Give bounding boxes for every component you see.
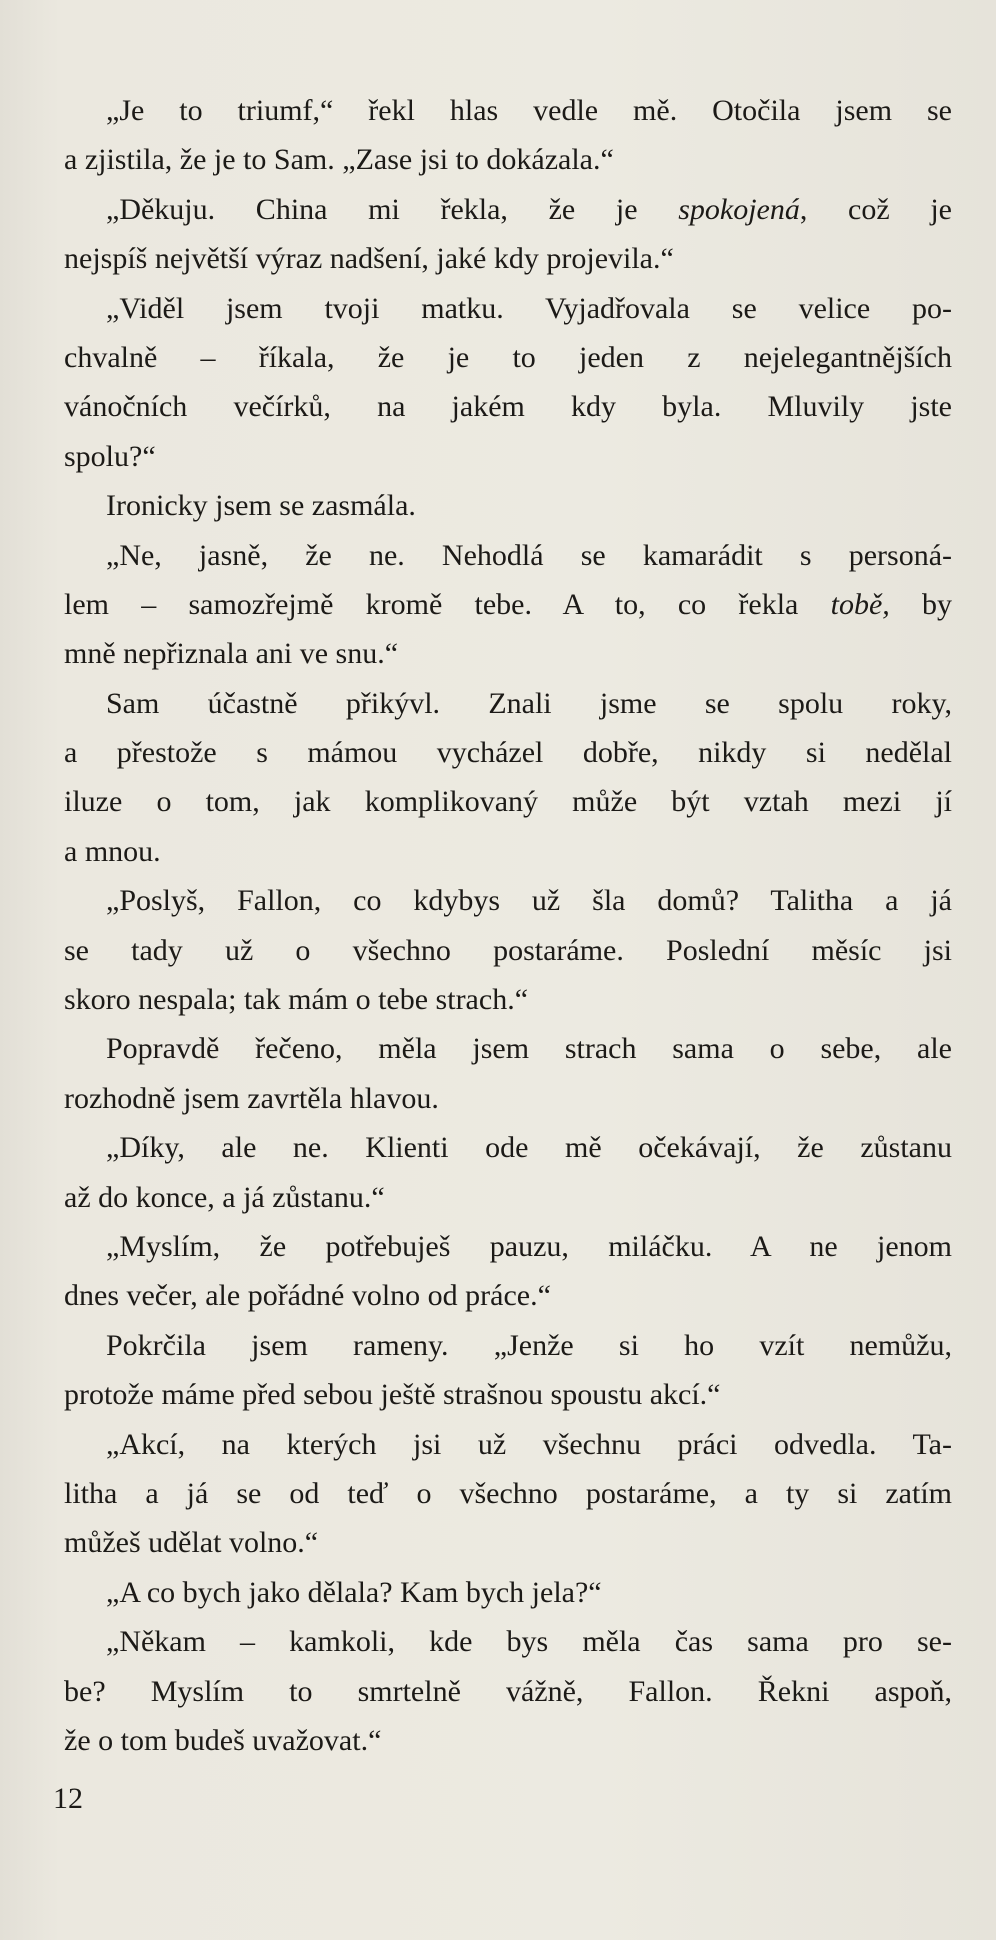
text-line: „Ne, jasně, že ne. Nehodlá se kamarádit s personá- [106, 538, 952, 572]
text-line: a přestože s mámou vycházel dobře, nikdy si nedělal [64, 736, 952, 770]
text-line: „Děkuju. China mi řekla, že je spokojená, což je [106, 192, 952, 226]
text-line: že o tom budeš uvažovat.“ [64, 1723, 382, 1757]
emphasis: spokojená [678, 192, 800, 226]
text-line: be? Myslím to smrtelně vážně, Fallon. Řekni aspoň, [64, 1674, 952, 1708]
text-line: Sam účastně přikývl. Znali jsme se spolu roky, [106, 686, 952, 720]
text-line: rozhodně jsem zavrtěla hlavou. [64, 1081, 439, 1115]
text-line: lem – samozřejmě kromě tebe. A to, co řekla tobě, by [64, 587, 952, 621]
text-line: spolu?“ [64, 439, 156, 473]
text-line: „Akcí, na kterých jsi už všechnu práci odvedla. Ta- [106, 1427, 952, 1461]
text-line: dnes večer, ale pořádné volno od práce.“ [64, 1279, 551, 1313]
text-line: skoro nespala; tak mám o tebe strach.“ [64, 983, 529, 1017]
text-line: „Myslím, že potřebuješ pauzu, miláčku. A ne jenom [106, 1229, 952, 1263]
text-line: „Díky, ale ne. Klienti ode mě očekávají, že zůstanu [106, 1131, 952, 1165]
text-line: „Poslyš, Fallon, co kdybys už šla domů? Talitha a já [106, 884, 952, 918]
text-line: se tady už o všechno postaráme. Poslední měsíc jsi [64, 933, 952, 967]
text-line: protože máme před sebou ještě strašnou spoustu akcí.“ [64, 1378, 721, 1412]
text-line: chvalně – říkala, že je to jeden z nejelegantnějších [64, 340, 952, 374]
page-number: 12 [53, 1782, 83, 1815]
text-line: mně nepřiznala ani ve snu.“ [64, 637, 399, 671]
text-line: můžeš udělat volno.“ [64, 1526, 319, 1560]
text-line: „Je to triumf,“ řekl hlas vedle mě. Otočila jsem se [106, 94, 952, 127]
emphasis: tobě, [830, 587, 890, 621]
text-line: „A co bych jako dělala? Kam bych jela?“ [106, 1575, 602, 1609]
text-line: a mnou. [64, 834, 161, 868]
text-line: „Někam – kamkoli, kde bys měla čas sama pro se- [106, 1625, 952, 1659]
text-line: vánočních večírků, na jakém kdy byla. Mluvily jste [64, 390, 952, 424]
text-line: „Viděl jsem tvoji matku. Vyjadřovala se velice po- [106, 291, 952, 325]
text-line: a zjistila, že je to Sam. „Zase jsi to dokázala.“ [64, 143, 614, 177]
text-line: nejspíš největší výraz nadšení, jaké kdy projevila.“ [64, 242, 674, 276]
text-line: až do konce, a já zůstanu.“ [64, 1180, 385, 1214]
text-line: iluze o tom, jak komplikovaný může být vztah mezi jí [64, 785, 952, 819]
text-line: Popravdě řečeno, měla jsem strach sama o sebe, ale [106, 1032, 952, 1066]
text-line: Pokrčila jsem rameny. „Jenže si ho vzít nemůžu, [106, 1328, 952, 1362]
body-text [64, 86, 952, 1765]
text-line: litha a já se od teď o všechno postaráme, a ty si zatím [64, 1476, 952, 1510]
text-line: Ironicky jsem se zasmála. [106, 489, 416, 523]
